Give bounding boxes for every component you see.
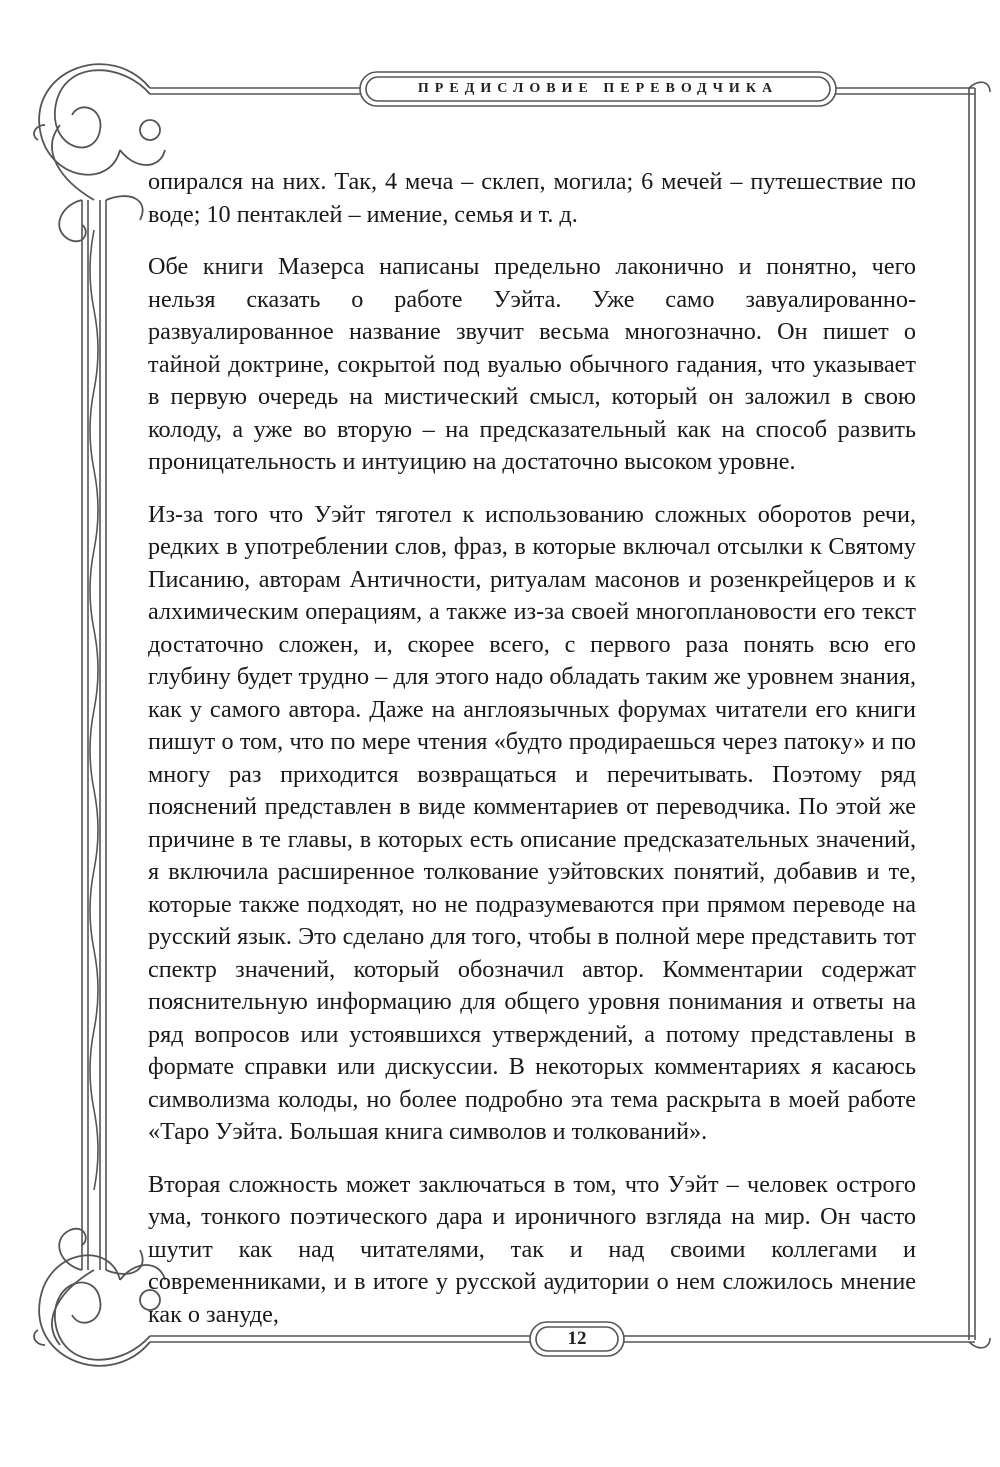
paragraph: Из-за того что Уэйт тяготел к использованию сложных оборотов речи, редких в употреблении слов, фраз, в которые включал отсылки к Святому Писанию, авторам Античности, ритуалам масонов и розенкрейцеров и к алхимическим операциям, а также из-за своей многоплановости его текст достаточно сложен, и, скорее всего, с первого раза понять всю его глубину будет трудно – для этого надо обладать таким же уровнем знания, как у самого автора. Даже на англоязычных форумах читатели его книги пишут о том, что по мере чтения «будто продираешься через патоку» и по многу раз приходится возвращаться и перечитывать. Поэтому ряд пояснений представлен в виде комментариев от переводчика. По этой же причине в те главы, в которых есть описание предсказательных значений, я включила расширенное толкование уэйтовских понятий, добавив и те, которые также подходят, но не подразумеваются при прямом переводе на русский язык. Это сделано для того, чтобы в полной мере представить тот спектр значений, который обозначил автор. Комментарии содержат пояснительную информацию для общего уровня понимания и ответы на ряд вопросов или устоявшихся утверждений, а потому представлены в формате справки или дискуссии. В некоторых комментариях я касаюсь символизма колоды, но более подробно эта тема раскрыта в моей работе «Таро Уэйта. Большая книга символов и толкований». — [148, 500, 916, 1145]
page-number-plate — [530, 1322, 624, 1356]
body-text — [148, 166, 916, 1351]
page-number: 12 — [567, 1328, 587, 1349]
paragraph: опирался на них. Так, 4 меча – склеп, могила; 6 мечей – путешествие по воде; 10 пентаклей – имение, семья и т. д. — [148, 168, 916, 228]
running-header — [360, 70, 836, 108]
paragraph: Обе книги Мазерса написаны предельно лаконично и понятно, чего нельзя сказать о работе Уэйта. Уже само завуалированно-развуалированное название звучит весьма многозначно. Он пишет о тайной доктрине, сокрытой под вуалью обычного гадания, что указывает в первую очередь на мистический смысл, который он заложил в свою колоду, а уже во вторую – на предсказательный как на способ развить проницательность и интуицию на достаточно высоком уровне. — [148, 253, 916, 475]
paragraph: Вторая сложность может заключаться в том, что Уэйт – человек острого ума, тонкого поэтического дара и ироничного взгляда на мир. Он часто шутит как над читателями, так и над своими коллегами и современниками, и в итоге у русской аудитории о нем сложилось мнение как о зануде, — [148, 1170, 916, 1328]
running-header-title: ПРЕДИСЛОВИЕ ПЕРЕВОДЧИКА — [417, 81, 779, 96]
